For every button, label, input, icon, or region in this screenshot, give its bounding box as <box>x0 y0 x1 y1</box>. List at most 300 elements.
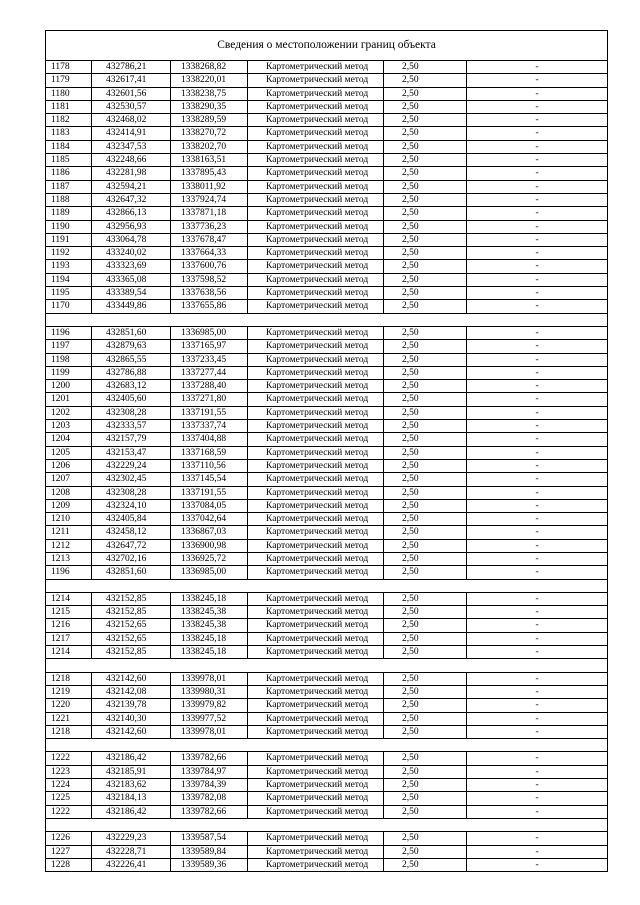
table-row <box>46 845 608 858</box>
y-coordinate-cell: 1338268,82 <box>171 61 248 74</box>
method-cell: Картометрический метод <box>248 459 384 472</box>
point-number-cell: 1212 <box>46 539 92 552</box>
y-coordinate-cell: 1337664,33 <box>171 247 248 260</box>
method-cell: Картометрический метод <box>248 752 384 765</box>
separator-row <box>46 579 608 592</box>
table-row <box>46 353 608 366</box>
point-number-cell: 1203 <box>46 420 92 433</box>
y-coordinate-cell: 1337042,64 <box>171 513 248 526</box>
separator-cell <box>46 313 608 326</box>
table-row <box>46 685 608 698</box>
accuracy-cell: 2,50 <box>384 685 467 698</box>
table-row <box>46 513 608 526</box>
x-coordinate-cell: 432702,16 <box>92 552 171 565</box>
table-row <box>46 326 608 339</box>
x-coordinate-cell: 432601,56 <box>92 87 171 100</box>
y-coordinate-cell: 1339784,97 <box>171 765 248 778</box>
point-number-cell: 1191 <box>46 233 92 246</box>
point-number-cell: 1180 <box>46 87 92 100</box>
accuracy-cell: 2,50 <box>384 380 467 393</box>
method-cell: Картометрический метод <box>248 61 384 74</box>
separator-cell <box>46 739 608 752</box>
accuracy-cell: 2,50 <box>384 632 467 645</box>
y-coordinate-cell: 1337233,45 <box>171 353 248 366</box>
table-row <box>46 300 608 313</box>
y-coordinate-cell: 1338202,70 <box>171 140 248 153</box>
boundary-table <box>45 30 608 872</box>
description-cell: - <box>467 712 608 725</box>
x-coordinate-cell: 433365,08 <box>92 273 171 286</box>
table-row <box>46 552 608 565</box>
method-cell: Картометрический метод <box>248 792 384 805</box>
description-cell: - <box>467 433 608 446</box>
method-cell: Картометрический метод <box>248 420 384 433</box>
table-row <box>46 127 608 140</box>
x-coordinate-cell: 433240,02 <box>92 247 171 260</box>
accuracy-cell: 2,50 <box>384 845 467 858</box>
point-number-cell: 1225 <box>46 792 92 805</box>
point-number-cell: 1200 <box>46 380 92 393</box>
accuracy-cell: 2,50 <box>384 433 467 446</box>
y-coordinate-cell: 1338245,38 <box>171 606 248 619</box>
accuracy-cell: 2,50 <box>384 154 467 167</box>
description-cell: - <box>467 473 608 486</box>
description-cell: - <box>467 100 608 113</box>
description-cell: - <box>467 792 608 805</box>
description-cell: - <box>467 193 608 206</box>
table-row <box>46 74 608 87</box>
x-coordinate-cell: 432647,32 <box>92 193 171 206</box>
method-cell: Картометрический метод <box>248 207 384 220</box>
y-coordinate-cell: 1337288,40 <box>171 380 248 393</box>
x-coordinate-cell: 432405,60 <box>92 393 171 406</box>
accuracy-cell: 2,50 <box>384 100 467 113</box>
x-coordinate-cell: 432683,12 <box>92 380 171 393</box>
description-cell: - <box>467 74 608 87</box>
method-cell: Картометрический метод <box>248 606 384 619</box>
description-cell: - <box>467 845 608 858</box>
y-coordinate-cell: 1338245,18 <box>171 646 248 659</box>
x-coordinate-cell: 432786,88 <box>92 366 171 379</box>
table-row <box>46 632 608 645</box>
x-coordinate-cell: 432851,60 <box>92 566 171 579</box>
description-cell: - <box>467 459 608 472</box>
accuracy-cell: 2,50 <box>384 326 467 339</box>
method-cell: Картометрический метод <box>248 366 384 379</box>
method-cell: Картометрический метод <box>248 180 384 193</box>
description-cell: - <box>467 446 608 459</box>
point-number-cell: 1195 <box>46 287 92 300</box>
y-coordinate-cell: 1337271,80 <box>171 393 248 406</box>
x-coordinate-cell: 432308,28 <box>92 486 171 499</box>
description-cell: - <box>467 646 608 659</box>
x-coordinate-cell: 432302,45 <box>92 473 171 486</box>
y-coordinate-cell: 1337404,88 <box>171 433 248 446</box>
point-number-cell: 1227 <box>46 845 92 858</box>
table-row <box>46 539 608 552</box>
accuracy-cell: 2,50 <box>384 406 467 419</box>
description-cell: - <box>467 353 608 366</box>
table-row <box>46 154 608 167</box>
accuracy-cell: 2,50 <box>384 247 467 260</box>
accuracy-cell: 2,50 <box>384 353 467 366</box>
x-coordinate-cell: 432248,66 <box>92 154 171 167</box>
method-cell: Картометрический метод <box>248 287 384 300</box>
method-cell: Картометрический метод <box>248 114 384 127</box>
y-coordinate-cell: 1337924,74 <box>171 193 248 206</box>
accuracy-cell: 2,50 <box>384 552 467 565</box>
point-number-cell: 1222 <box>46 805 92 818</box>
point-number-cell: 1214 <box>46 646 92 659</box>
table-row <box>46 273 608 286</box>
accuracy-cell: 2,50 <box>384 619 467 632</box>
point-number-cell: 1188 <box>46 193 92 206</box>
x-coordinate-cell: 432865,55 <box>92 353 171 366</box>
separator-row <box>46 739 608 752</box>
accuracy-cell: 2,50 <box>384 74 467 87</box>
method-cell: Картометрический метод <box>248 779 384 792</box>
table-row <box>46 193 608 206</box>
point-number-cell: 1189 <box>46 207 92 220</box>
x-coordinate-cell: 432281,98 <box>92 167 171 180</box>
point-number-cell: 1206 <box>46 459 92 472</box>
x-coordinate-cell: 432142,08 <box>92 685 171 698</box>
table-row <box>46 167 608 180</box>
y-coordinate-cell: 1338238,75 <box>171 87 248 100</box>
table-row <box>46 832 608 845</box>
x-coordinate-cell: 432152,85 <box>92 592 171 605</box>
point-number-cell: 1219 <box>46 685 92 698</box>
y-coordinate-cell: 1338011,92 <box>171 180 248 193</box>
point-number-cell: 1207 <box>46 473 92 486</box>
description-cell: - <box>467 566 608 579</box>
accuracy-cell: 2,50 <box>384 539 467 552</box>
separator-cell <box>46 579 608 592</box>
point-number-cell: 1184 <box>46 140 92 153</box>
table-row <box>46 366 608 379</box>
description-cell: - <box>467 114 608 127</box>
y-coordinate-cell: 1336985,00 <box>171 326 248 339</box>
point-number-cell: 1221 <box>46 712 92 725</box>
y-coordinate-cell: 1337871,18 <box>171 207 248 220</box>
point-number-cell: 1170 <box>46 300 92 313</box>
accuracy-cell: 2,50 <box>384 140 467 153</box>
accuracy-cell: 2,50 <box>384 486 467 499</box>
point-number-cell: 1178 <box>46 61 92 74</box>
accuracy-cell: 2,50 <box>384 712 467 725</box>
method-cell: Картометрический метод <box>248 433 384 446</box>
method-cell: Картометрический метод <box>248 566 384 579</box>
accuracy-cell: 2,50 <box>384 832 467 845</box>
description-cell: - <box>467 180 608 193</box>
table-row <box>46 247 608 260</box>
table-row <box>46 592 608 605</box>
description-cell: - <box>467 632 608 645</box>
method-cell: Картометрический метод <box>248 127 384 140</box>
description-cell: - <box>467 606 608 619</box>
point-number-cell: 1224 <box>46 779 92 792</box>
y-coordinate-cell: 1336900,98 <box>171 539 248 552</box>
y-coordinate-cell: 1337110,56 <box>171 459 248 472</box>
description-cell: - <box>467 420 608 433</box>
accuracy-cell: 2,50 <box>384 220 467 233</box>
separator-cell <box>46 659 608 672</box>
y-coordinate-cell: 1339782,08 <box>171 792 248 805</box>
description-cell: - <box>467 539 608 552</box>
method-cell: Картометрический метод <box>248 167 384 180</box>
point-number-cell: 1205 <box>46 446 92 459</box>
table-row <box>46 779 608 792</box>
y-coordinate-cell: 1338163,51 <box>171 154 248 167</box>
description-cell: - <box>467 725 608 738</box>
description-cell: - <box>467 393 608 406</box>
method-cell: Картометрический метод <box>248 353 384 366</box>
y-coordinate-cell: 1337277,44 <box>171 366 248 379</box>
x-coordinate-cell: 432139,78 <box>92 699 171 712</box>
point-number-cell: 1210 <box>46 513 92 526</box>
table-row <box>46 87 608 100</box>
method-cell: Картометрический метод <box>248 725 384 738</box>
table-row <box>46 792 608 805</box>
x-coordinate-cell: 433449,86 <box>92 300 171 313</box>
accuracy-cell: 2,50 <box>384 393 467 406</box>
description-cell: - <box>467 220 608 233</box>
x-coordinate-cell: 432229,23 <box>92 832 171 845</box>
description-cell: - <box>467 61 608 74</box>
point-number-cell: 1179 <box>46 74 92 87</box>
description-cell: - <box>467 287 608 300</box>
accuracy-cell: 2,50 <box>384 114 467 127</box>
x-coordinate-cell: 432157,79 <box>92 433 171 446</box>
y-coordinate-cell: 1339980,31 <box>171 685 248 698</box>
x-coordinate-cell: 432186,42 <box>92 805 171 818</box>
point-number-cell: 1218 <box>46 725 92 738</box>
y-coordinate-cell: 1337191,55 <box>171 406 248 419</box>
description-cell: - <box>467 619 608 632</box>
accuracy-cell: 2,50 <box>384 499 467 512</box>
table-row <box>46 499 608 512</box>
title-row <box>46 31 608 61</box>
accuracy-cell: 2,50 <box>384 260 467 273</box>
x-coordinate-cell: 432308,28 <box>92 406 171 419</box>
description-cell: - <box>467 300 608 313</box>
description-cell: - <box>467 592 608 605</box>
description-cell: - <box>467 380 608 393</box>
method-cell: Картометрический метод <box>248 805 384 818</box>
description-cell: - <box>467 486 608 499</box>
description-cell: - <box>467 366 608 379</box>
separator-row <box>46 659 608 672</box>
x-coordinate-cell: 432185,91 <box>92 765 171 778</box>
y-coordinate-cell: 1337598,52 <box>171 273 248 286</box>
x-coordinate-cell: 432956,93 <box>92 220 171 233</box>
point-number-cell: 1201 <box>46 393 92 406</box>
method-cell: Картометрический метод <box>248 672 384 685</box>
y-coordinate-cell: 1339784,39 <box>171 779 248 792</box>
table-row <box>46 446 608 459</box>
description-cell: - <box>467 858 608 871</box>
y-coordinate-cell: 1339979,82 <box>171 699 248 712</box>
accuracy-cell: 2,50 <box>384 805 467 818</box>
method-cell: Картометрический метод <box>248 446 384 459</box>
table-row <box>46 114 608 127</box>
y-coordinate-cell: 1338245,38 <box>171 619 248 632</box>
x-coordinate-cell: 432594,21 <box>92 180 171 193</box>
y-coordinate-cell: 1337895,43 <box>171 167 248 180</box>
x-coordinate-cell: 432866,13 <box>92 207 171 220</box>
description-cell: - <box>467 672 608 685</box>
y-coordinate-cell: 1339978,01 <box>171 672 248 685</box>
table-title: Сведения о местоположении границ объекта <box>46 31 608 61</box>
method-cell: Картометрический метод <box>248 406 384 419</box>
description-cell: - <box>467 127 608 140</box>
x-coordinate-cell: 432142,60 <box>92 672 171 685</box>
point-number-cell: 1204 <box>46 433 92 446</box>
y-coordinate-cell: 1336985,00 <box>171 566 248 579</box>
method-cell: Картометрический метод <box>248 87 384 100</box>
description-cell: - <box>467 260 608 273</box>
table-row <box>46 433 608 446</box>
point-number-cell: 1196 <box>46 326 92 339</box>
method-cell: Картометрический метод <box>248 592 384 605</box>
y-coordinate-cell: 1337655,86 <box>171 300 248 313</box>
accuracy-cell: 2,50 <box>384 207 467 220</box>
x-coordinate-cell: 432879,63 <box>92 340 171 353</box>
separator-row <box>46 818 608 831</box>
point-number-cell: 1197 <box>46 340 92 353</box>
accuracy-cell: 2,50 <box>384 699 467 712</box>
description-cell: - <box>467 207 608 220</box>
point-number-cell: 1198 <box>46 353 92 366</box>
table-row <box>46 765 608 778</box>
table-row <box>46 393 608 406</box>
accuracy-cell: 2,50 <box>384 779 467 792</box>
x-coordinate-cell: 432458,12 <box>92 526 171 539</box>
point-number-cell: 1220 <box>46 699 92 712</box>
method-cell: Картометрический метод <box>248 140 384 153</box>
separator-row <box>46 313 608 326</box>
x-coordinate-cell: 432229,24 <box>92 459 171 472</box>
table-row <box>46 486 608 499</box>
x-coordinate-cell: 432152,65 <box>92 632 171 645</box>
x-coordinate-cell: 432152,65 <box>92 619 171 632</box>
point-number-cell: 1182 <box>46 114 92 127</box>
table-row <box>46 805 608 818</box>
x-coordinate-cell: 432324,10 <box>92 499 171 512</box>
method-cell: Картометрический метод <box>248 552 384 565</box>
y-coordinate-cell: 1338270,72 <box>171 127 248 140</box>
description-cell: - <box>467 499 608 512</box>
x-coordinate-cell: 432153,47 <box>92 446 171 459</box>
x-coordinate-cell: 432530,57 <box>92 100 171 113</box>
x-coordinate-cell: 432228,71 <box>92 845 171 858</box>
accuracy-cell: 2,50 <box>384 473 467 486</box>
table-row <box>46 420 608 433</box>
description-cell: - <box>467 340 608 353</box>
method-cell: Картометрический метод <box>248 100 384 113</box>
table-row <box>46 380 608 393</box>
accuracy-cell: 2,50 <box>384 87 467 100</box>
point-number-cell: 1183 <box>46 127 92 140</box>
point-number-cell: 1216 <box>46 619 92 632</box>
x-coordinate-cell: 432140,30 <box>92 712 171 725</box>
method-cell: Картометрический метод <box>248 765 384 778</box>
y-coordinate-cell: 1339589,36 <box>171 858 248 871</box>
description-cell: - <box>467 685 608 698</box>
x-coordinate-cell: 432226,41 <box>92 858 171 871</box>
x-coordinate-cell: 432347,53 <box>92 140 171 153</box>
y-coordinate-cell: 1337191,55 <box>171 486 248 499</box>
description-cell: - <box>467 87 608 100</box>
table-row <box>46 459 608 472</box>
y-coordinate-cell: 1337600,76 <box>171 260 248 273</box>
table-row <box>46 672 608 685</box>
table-row <box>46 287 608 300</box>
point-number-cell: 1208 <box>46 486 92 499</box>
document-page <box>45 30 607 872</box>
table-row <box>46 406 608 419</box>
method-cell: Картометрический метод <box>248 260 384 273</box>
method-cell: Картометрический метод <box>248 712 384 725</box>
method-cell: Картометрический метод <box>248 685 384 698</box>
x-coordinate-cell: 432405,84 <box>92 513 171 526</box>
table-row <box>46 100 608 113</box>
point-number-cell: 1213 <box>46 552 92 565</box>
description-cell: - <box>467 526 608 539</box>
method-cell: Картометрический метод <box>248 300 384 313</box>
x-coordinate-cell: 432142,60 <box>92 725 171 738</box>
point-number-cell: 1187 <box>46 180 92 193</box>
x-coordinate-cell: 433323,69 <box>92 260 171 273</box>
table-row <box>46 566 608 579</box>
table-row <box>46 473 608 486</box>
accuracy-cell: 2,50 <box>384 765 467 778</box>
x-coordinate-cell: 432152,85 <box>92 646 171 659</box>
accuracy-cell: 2,50 <box>384 420 467 433</box>
method-cell: Картометрический метод <box>248 233 384 246</box>
x-coordinate-cell: 432184,13 <box>92 792 171 805</box>
accuracy-cell: 2,50 <box>384 459 467 472</box>
method-cell: Картометрический метод <box>248 473 384 486</box>
table-row <box>46 233 608 246</box>
x-coordinate-cell: 432333,57 <box>92 420 171 433</box>
y-coordinate-cell: 1338245,18 <box>171 592 248 605</box>
accuracy-cell: 2,50 <box>384 127 467 140</box>
y-coordinate-cell: 1339589,84 <box>171 845 248 858</box>
method-cell: Картометрический метод <box>248 699 384 712</box>
point-number-cell: 1211 <box>46 526 92 539</box>
table-row <box>46 260 608 273</box>
x-coordinate-cell: 432414,91 <box>92 127 171 140</box>
description-cell: - <box>467 752 608 765</box>
point-number-cell: 1181 <box>46 100 92 113</box>
point-number-cell: 1215 <box>46 606 92 619</box>
method-cell: Картометрический метод <box>248 646 384 659</box>
description-cell: - <box>467 233 608 246</box>
accuracy-cell: 2,50 <box>384 752 467 765</box>
y-coordinate-cell: 1339977,52 <box>171 712 248 725</box>
table-row <box>46 646 608 659</box>
table-row <box>46 526 608 539</box>
accuracy-cell: 2,50 <box>384 61 467 74</box>
x-coordinate-cell: 432183,62 <box>92 779 171 792</box>
y-coordinate-cell: 1339782,66 <box>171 752 248 765</box>
y-coordinate-cell: 1337165,97 <box>171 340 248 353</box>
y-coordinate-cell: 1338289,59 <box>171 114 248 127</box>
table-row <box>46 858 608 871</box>
y-coordinate-cell: 1339978,01 <box>171 725 248 738</box>
accuracy-cell: 2,50 <box>384 446 467 459</box>
